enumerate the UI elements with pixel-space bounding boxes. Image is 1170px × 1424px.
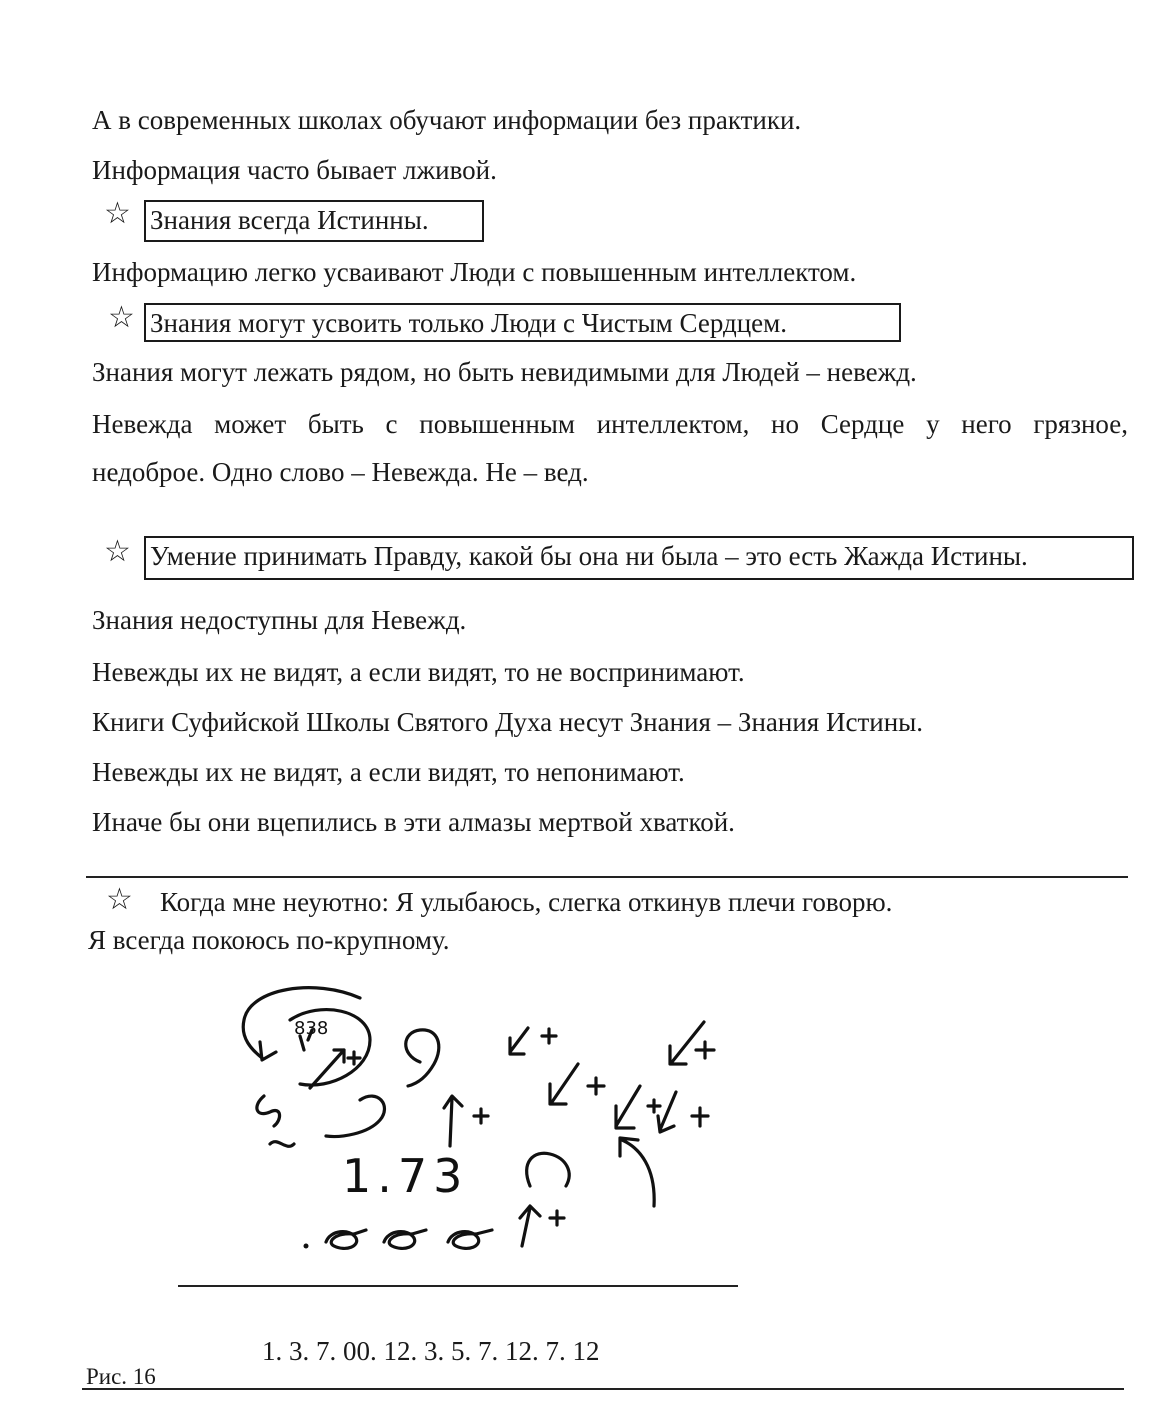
figure-underline: [178, 1285, 738, 1287]
star-outline-icon: ☆: [108, 300, 135, 335]
boxed-statement-2: [144, 303, 901, 342]
arrow-down-left-stroke: [510, 1028, 528, 1054]
star-outline-icon: ☆: [104, 196, 131, 231]
squiggle-stroke: [384, 1230, 426, 1248]
arrow-head-stroke: [260, 1042, 276, 1060]
arrow-up-stroke: [520, 1206, 540, 1246]
plus-stroke: [588, 1078, 604, 1094]
plus-stroke: [696, 1042, 714, 1058]
arrow-up-stroke: [444, 1096, 462, 1146]
plus-stroke: [474, 1109, 488, 1123]
text-line-5: Невежда может быть с повышенным интеллектом, но Сердце у него грязное,: [92, 409, 1128, 439]
text-line-2: Информация часто бывает лживой.: [92, 155, 497, 185]
star-outline-icon: ☆: [104, 534, 131, 569]
arrow-down-left-stroke: [550, 1064, 578, 1104]
squiggle-stroke: [448, 1230, 492, 1248]
text-line-8: Невежды их не видят, а если видят, то не воспринимают.: [92, 657, 745, 687]
arrow-down-left-stroke: [658, 1092, 676, 1132]
arrow-down-left-stroke: [616, 1086, 640, 1128]
plus-stroke: [692, 1108, 708, 1126]
text-line-6: недоброе. Одно слово – Невежда. Не – вед.: [92, 457, 589, 487]
text-line-11: Иначе бы они вцепились в эти алмазы мертвой хваткой.: [92, 807, 735, 837]
arrow-down-left-stroke: [670, 1022, 704, 1064]
loop-stroke: [527, 1153, 569, 1186]
spiral-stroke: [406, 1030, 439, 1086]
figure-number-sequence: 1. 3. 7. 00. 12. 3. 5. 7. 12. 7. 12: [262, 1336, 600, 1366]
plus-stroke: [348, 1052, 360, 1064]
text-line-12: Когда мне неуютно: Я улыбаюсь, слегка откинув плечи говорю.: [160, 887, 893, 917]
boxed-statement-3-text: Умение принимать Правду, какой бы она ни была – это есть Жажда Истины.: [150, 541, 1028, 571]
boxed-statement-1-text: Знания всегда Истинны.: [150, 205, 429, 235]
drawing-digits-top: 838: [294, 1018, 329, 1039]
squiggle-stroke: [326, 1230, 366, 1248]
plus-stroke: [648, 1100, 660, 1112]
boxed-statement-3: [144, 536, 1134, 580]
text-line-13: Я всегда покоюсь по-крупному.: [88, 925, 450, 955]
text-line-3: Информацию легко усваивают Люди с повышенным интеллектом.: [92, 257, 857, 287]
text-line-4: Знания могут лежать рядом, но быть невидимыми для Людей – невежд.: [92, 357, 917, 387]
text-line-9: Книги Суфийской Школы Святого Духа несут Знания – Знания Истины.: [92, 707, 924, 737]
section-divider: [86, 876, 1128, 878]
handwritten-symbols-drawing: [230, 980, 750, 1260]
text-line-7: Знания недоступны для Невежд.: [92, 605, 467, 635]
tilde-stroke: [270, 1142, 294, 1147]
arc-arrow-stroke: [620, 1138, 654, 1206]
squiggle-stroke: [257, 1096, 280, 1126]
figure-caption: Рис. 16: [86, 1364, 156, 1389]
star-outline-icon: ☆: [106, 882, 133, 917]
spiral-stroke: [326, 1096, 384, 1136]
text-line-10: Невежды их не видят, а если видят, то непонимают.: [92, 757, 685, 787]
plus-stroke: [550, 1211, 564, 1225]
boxed-statement-2-text: Знания могут усвоить только Люди с Чистым Сердцем.: [150, 308, 787, 338]
boxed-statement-1: [144, 200, 484, 242]
bottom-divider: [82, 1388, 1124, 1390]
dot-mark: [304, 1244, 309, 1249]
text-line-1: А в современных школах обучают информации без практики.: [92, 105, 802, 135]
drawing-number: 1.73: [342, 1149, 469, 1203]
plus-stroke: [542, 1029, 556, 1043]
